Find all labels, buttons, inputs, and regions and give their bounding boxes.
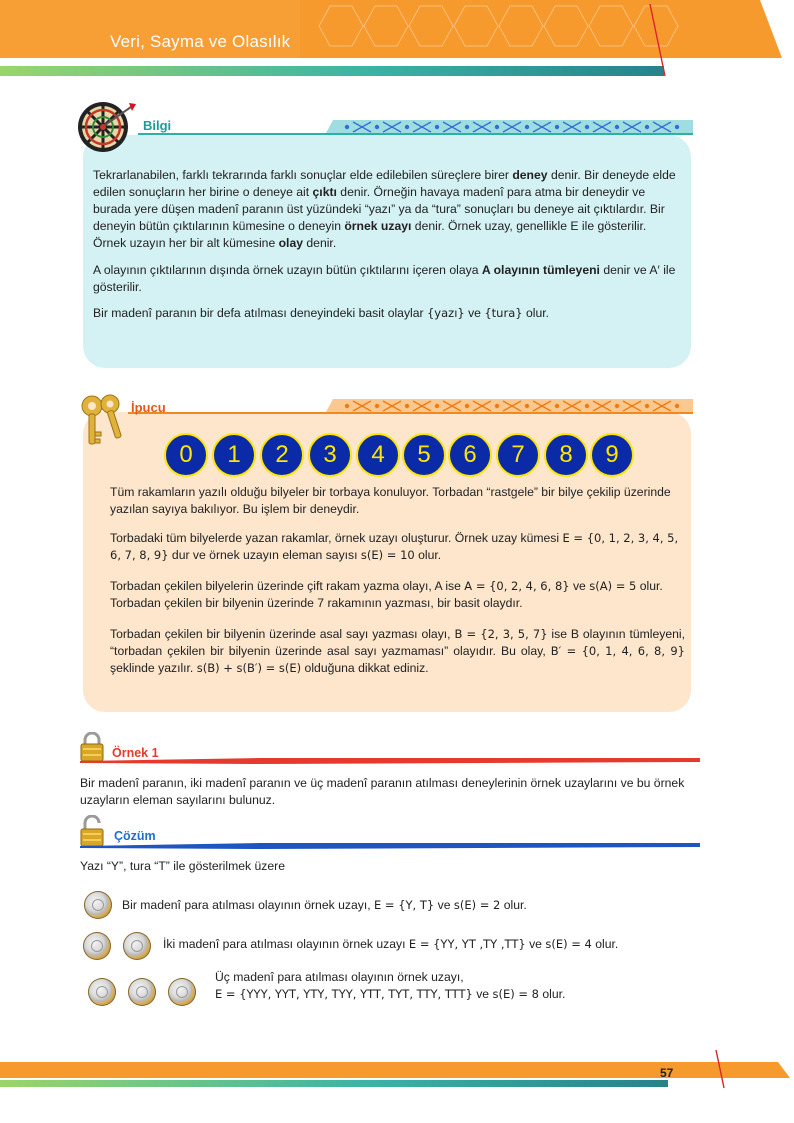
digit-ball: 8 [544, 433, 588, 477]
digit-ball: 7 [496, 433, 540, 477]
info-title: Bilgi [143, 118, 172, 133]
coin-icon [83, 932, 111, 960]
coin-icon [88, 978, 116, 1006]
digit-ball: 6 [448, 433, 492, 477]
coin-icon [128, 978, 156, 1006]
solution-line-3b: E = {YYY, YYT, YTY, TYY, YTT, TYT, TTY, TTT} ve s(E) = 8 olur. [215, 987, 566, 1001]
digit-ball: 0 [164, 433, 208, 477]
digit-ball: 4 [356, 433, 400, 477]
info-paragraph-3: Bir madenî paranın bir defa atılması deneyindeki basit olaylar {yazı} ve {tura} olur. [93, 306, 549, 320]
keys-icon [78, 392, 130, 450]
page-number: 57 [660, 1066, 674, 1080]
example-label: Örnek 1 [112, 746, 159, 760]
info-paragraph-1: Tekrarlanabilen, farklı tekrarında farklı sonuçlar elde edilebilen süreçlere birer deney denir. Bir deneyde elde edilen sonuçların her birine o deneye ait çıktı denir. Örneğin havaya madenî para atma bir deneydir ve burada yere düşen madenî paranın üst yüzündeki “yazı” ya da “tura” sonuçları bu deneye ait çıktılardır. Bir deneyin bütün çıktılarının kümesine o deneyin örnek uzayı denir. Örnek uzay, genellikle E ile gösterilir. Örnek uzayın her bir alt kümesine olay denir. [93, 168, 676, 250]
solution-line-1: Bir madenî para atılması olayının örnek uzayı, E = {Y, T} ve s(E) = 2 olur. [122, 898, 527, 912]
solution-line-2: İki madenî para atılması olayının örnek uzayı E = {YY, YT ,TY ,TT} ve s(E) = 4 olur. [163, 937, 619, 951]
hint-paragraph-3: Torbadan çekilen bilyelerin üzerinde çift rakam yazma olayı, A ise A = {0, 2, 4, 6, 8} ve s(A) = 5 olur. Torbadan çekilen bir bilyenin üzerinde 7 rakamının yazması, bir basit olaydır. [110, 579, 663, 610]
digit-ball: 9 [590, 433, 634, 477]
hint-paragraph-1: Tüm rakamların yazılı olduğu bilyeler bir torbaya konuluyor. Torbadan “rastgele” bir bilye çekilip üzerinde yazılan sayıya bakılıyor. Bu işlem bir deneydir. [110, 485, 671, 516]
digit-ball: 1 [212, 433, 256, 477]
hint-title: İpucu [131, 400, 166, 415]
info-title-bar [138, 118, 693, 138]
coin-icon [123, 932, 151, 960]
example-rule [80, 757, 700, 765]
coin-icon [84, 891, 112, 919]
digit-ball: 3 [308, 433, 352, 477]
coin-icon [168, 978, 196, 1006]
page-footer-banner [0, 1050, 794, 1090]
hint-paragraph-2: Torbadaki tüm bilyelerde yazan rakamlar, örnek uzayı oluşturur. Örnek uzay kümesi E = {0, 1, 2, 3, 4, 5, 6, 7, 8, 9} dur ve örnek uzayın eleman sayısı s(E) = 10 olur. [110, 531, 679, 562]
hint-title-bar [128, 397, 693, 417]
digit-ball: 5 [402, 433, 446, 477]
hint-paragraph-4: Torbadan çekilen bir bilyenin üzerinde asal sayı yazması olayı, B = {2, 3, 5, 7} ise B olayının tümleyeni, “torbadan çekilen bir bilyenin üzerinde asal sayı yazmaması” olayıdır. Bu olay, B′ = {0, 1, 4, 6, 8, 9} şeklinde yazılır. s(B) + s(B′) = s(E) olduğuna dikkat ediniz. [110, 627, 685, 675]
example-text: Bir madenî paranın, iki madenî paranın ve üç madenî paranın atılması deneylerinin örnek uzaylarını ve bu örnek uzayların eleman sayılarını bulunuz. [80, 776, 685, 807]
solution-label: Çözüm [114, 829, 156, 843]
solution-intro: Yazı “Y”, tura “T” ile gösterilmek üzere [80, 859, 285, 873]
dartboard-icon [76, 95, 138, 157]
solution-rule [80, 842, 700, 850]
solution-line-3a: Üç madenî para atılması olayının örnek uzayı, [215, 970, 464, 984]
chapter-title: Veri, Sayma ve Olasılık [110, 32, 291, 51]
info-paragraph-2: A olayının çıktılarının dışında örnek uzayın bütün çıktılarını içeren olaya A olayının tümleyeni denir ve A′ ile gösterilir. [93, 263, 676, 294]
digit-ball: 2 [260, 433, 304, 477]
